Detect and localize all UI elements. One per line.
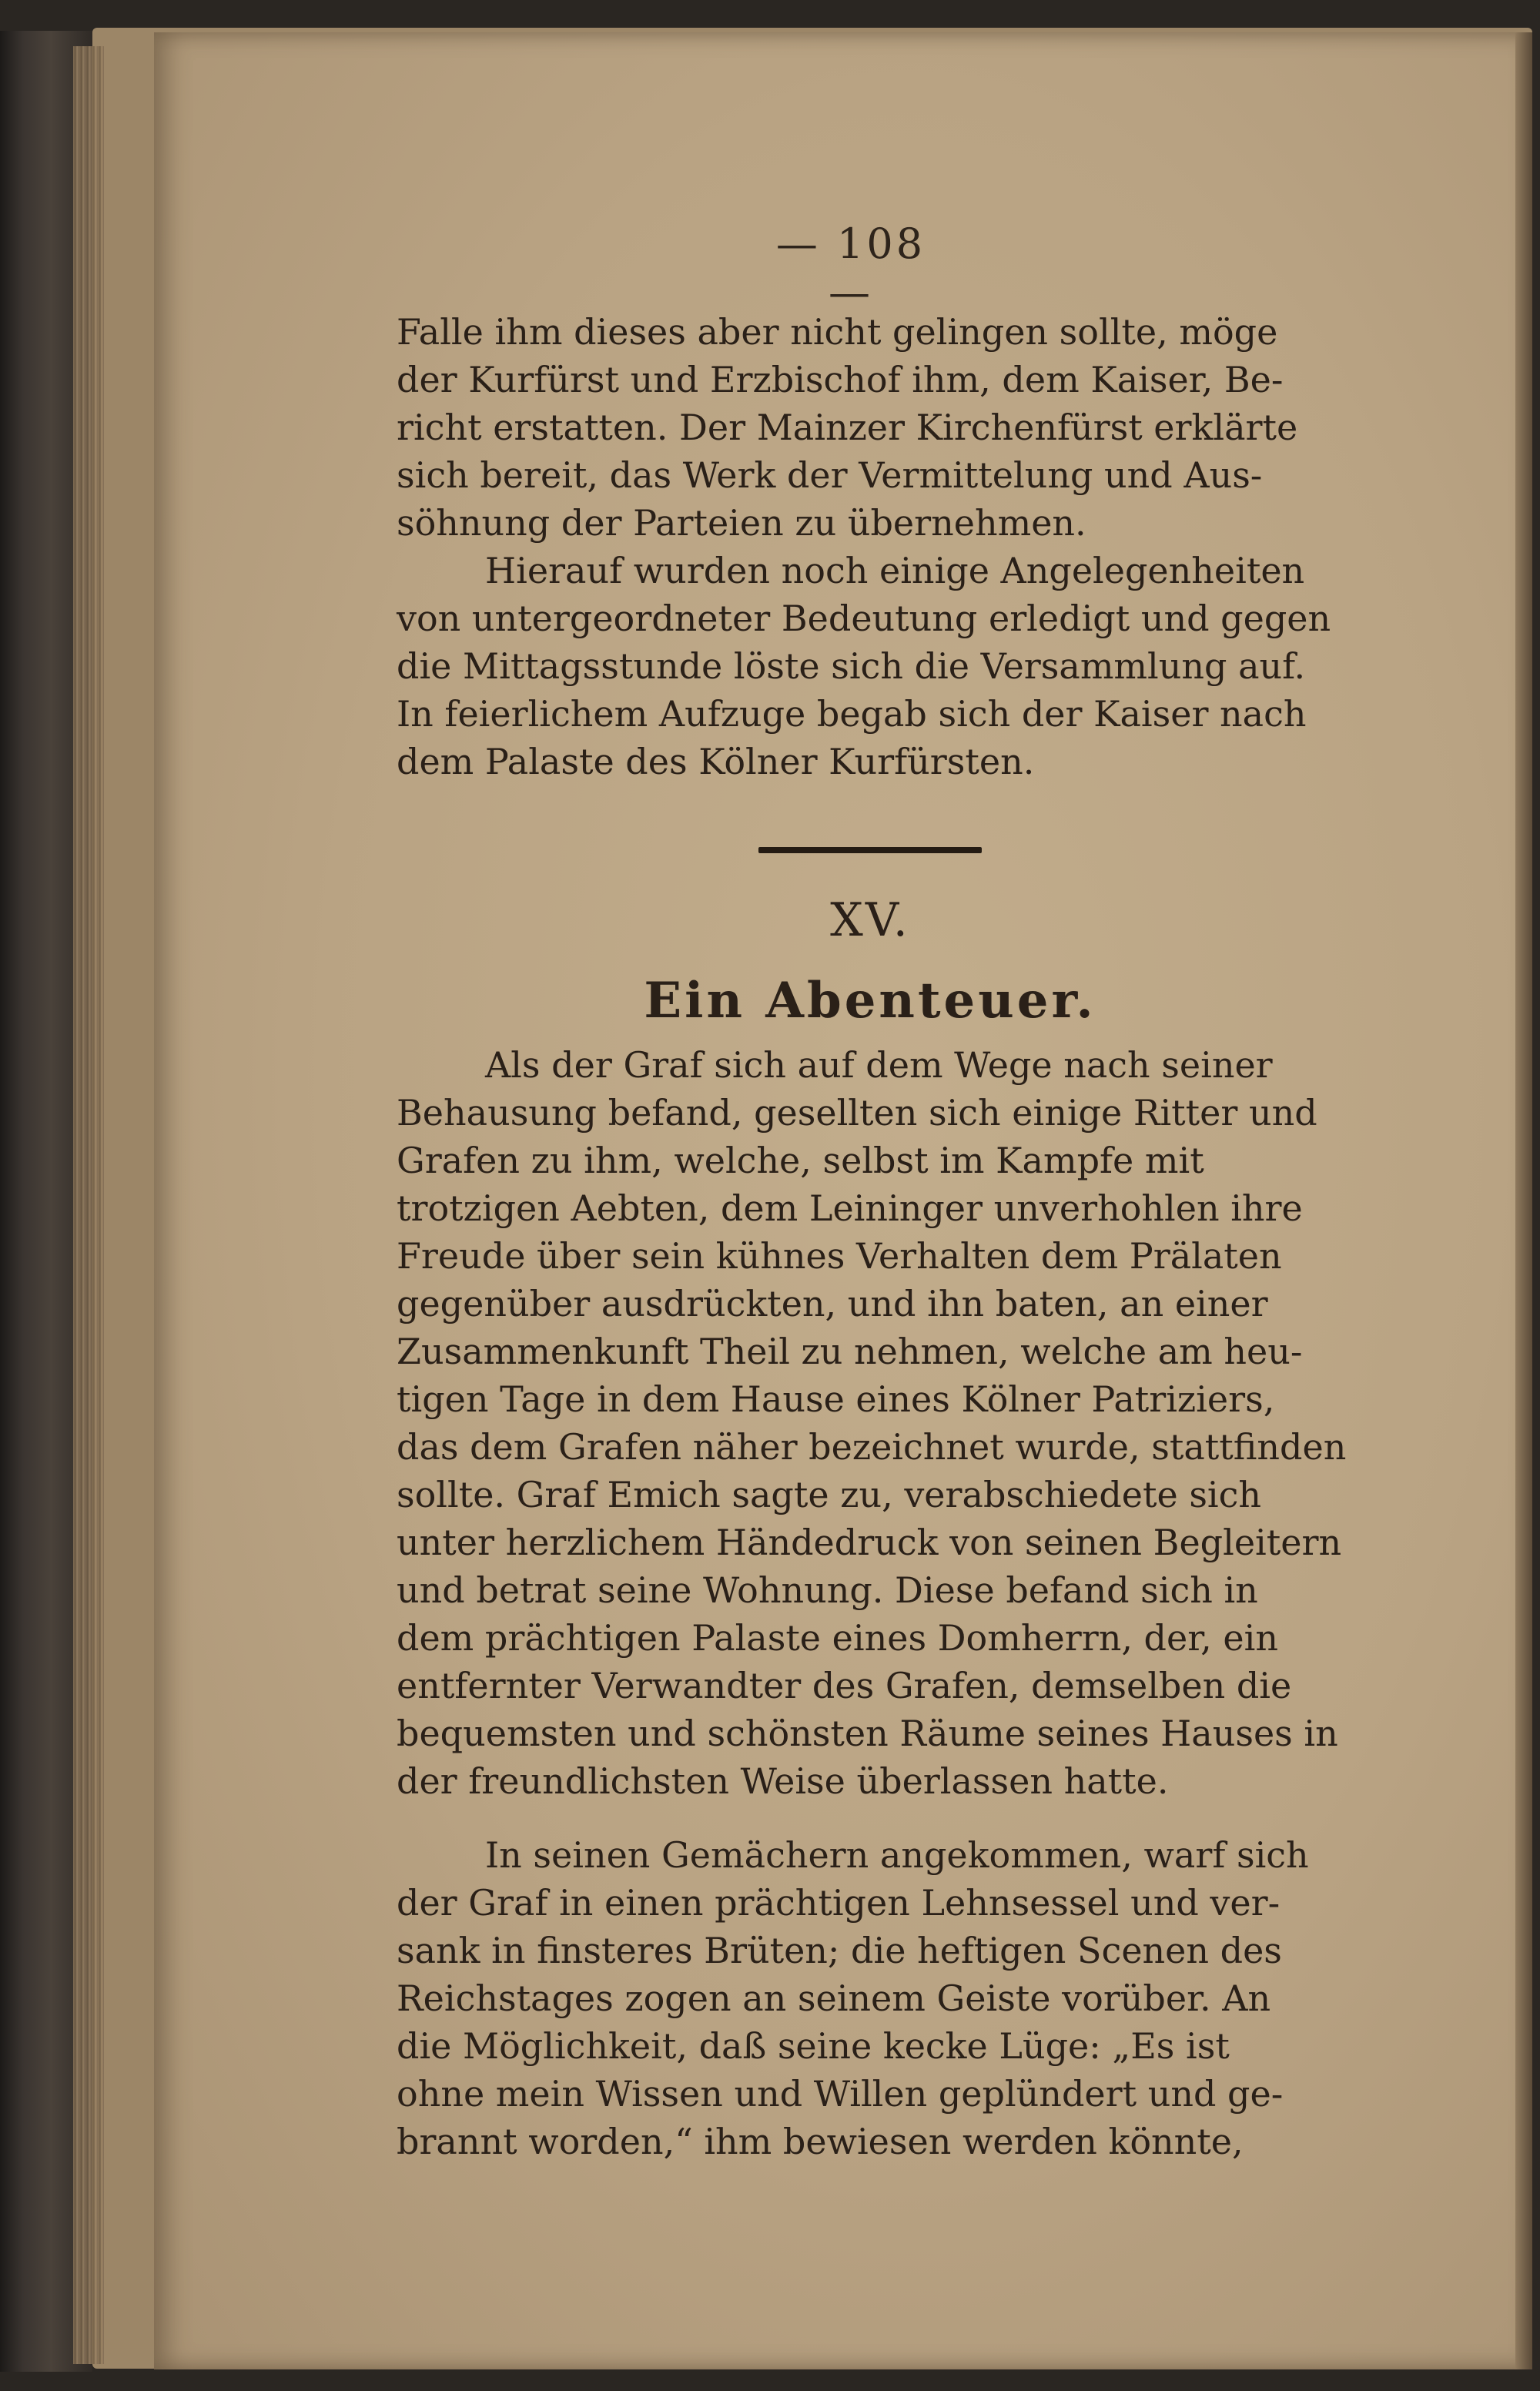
text-line: das dem Grafen näher bezeichnet wurde, stattfinden (397, 1426, 1347, 1468)
paragraph-3 (397, 1041, 1355, 1805)
text-line: Grafen zu ihm, welche, selbst im Kampfe mit (397, 1140, 1204, 1181)
text-line: brannt worden,“ ihm bewiesen werden könnte, (397, 2121, 1244, 2162)
text-line: Behausung befand, gesellten sich einige Ritter und (397, 1092, 1317, 1134)
text-line: Zusammenkunft Theil zu nehmen, welche am heu- (397, 1331, 1303, 1372)
text-line: und betrat seine Wohnung. Diese befand sich in (397, 1569, 1258, 1611)
text-line: bequemsten und schönsten Räume seines Hauses in (397, 1713, 1338, 1754)
text-line: In feierlichem Aufzuge begab sich der Kaiser nach (397, 693, 1307, 735)
text-line: Als der Graf sich auf dem Wege nach seiner (485, 1044, 1273, 1086)
text-line: die Mittagsstunde löste sich die Versammlung auf. (397, 645, 1306, 687)
chapter-number: XV. (830, 893, 910, 947)
paragraph-4 (397, 1831, 1355, 2165)
text-line: In seinen Gemächern angekommen, warf sich (485, 1834, 1309, 1876)
text-line: Hierauf wurden noch einige Angelegenheiten (485, 550, 1305, 591)
text-line: trotzigen Aebten, dem Leininger unverhohlen ihre (397, 1187, 1303, 1229)
text-line: die Möglichkeit, daß seine kecke Lüge: „Es ist (397, 2025, 1230, 2067)
text-line: von untergeordneter Bedeutung erledigt und gegen (397, 598, 1331, 639)
text-line: entfernter Verwandter des Grafen, demselben die (397, 1665, 1292, 1706)
binding-edge (73, 46, 104, 2364)
text-line: dem Palaste des Kölner Kurfürsten. (397, 741, 1035, 782)
text-line: tigen Tage in dem Hause eines Kölner Patriziers, (397, 1378, 1275, 1420)
text-line: sank in finsteres Brüten; die heftigen Scenen des (397, 1930, 1282, 1971)
text-line: ohne mein Wissen und Willen geplündert und ge- (397, 2073, 1284, 2115)
page-number: — 108 — (775, 219, 926, 316)
continuation-paragraph (397, 308, 1355, 547)
text-line: dem prächtigen Palaste eines Domherrn, der, ein (397, 1617, 1278, 1659)
text-line: der Graf in einen prächtigen Lehnsessel und ver- (397, 1882, 1281, 1924)
text-line: sollte. Graf Emich sagte zu, verabschiedete sich (397, 1474, 1262, 1515)
section-divider (758, 847, 982, 853)
page-right-edge (1515, 32, 1532, 2369)
text-line: der Kurfürst und Erzbischof ihm, dem Kaiser, Be- (397, 359, 1284, 400)
text-line: Freude über sein kühnes Verhalten dem Prälaten (397, 1235, 1282, 1277)
text-line: Falle ihm dieses aber nicht gelingen sollte, möge (397, 311, 1278, 353)
text-line: Reichstages zogen an seinem Geiste vorüber. An (397, 1977, 1271, 2019)
text-line: gegenüber ausdrückten, und ihn baten, an einer (397, 1283, 1268, 1324)
text-line: richt erstatten. Der Mainzer Kirchenfürst erklärte (397, 407, 1298, 448)
text-line: der freundlichsten Weise überlassen hatte. (397, 1760, 1169, 1802)
text-line: unter herzlichem Händedruck von seinen Begleitern (397, 1522, 1342, 1563)
text-line: sich bereit, das Werk der Vermittelung und Aus- (397, 454, 1263, 496)
text-line: söhnung der Parteien zu übernehmen. (397, 502, 1086, 544)
chapter-title: Ein Abenteuer. (644, 972, 1096, 1030)
paragraph-2 (397, 547, 1355, 785)
